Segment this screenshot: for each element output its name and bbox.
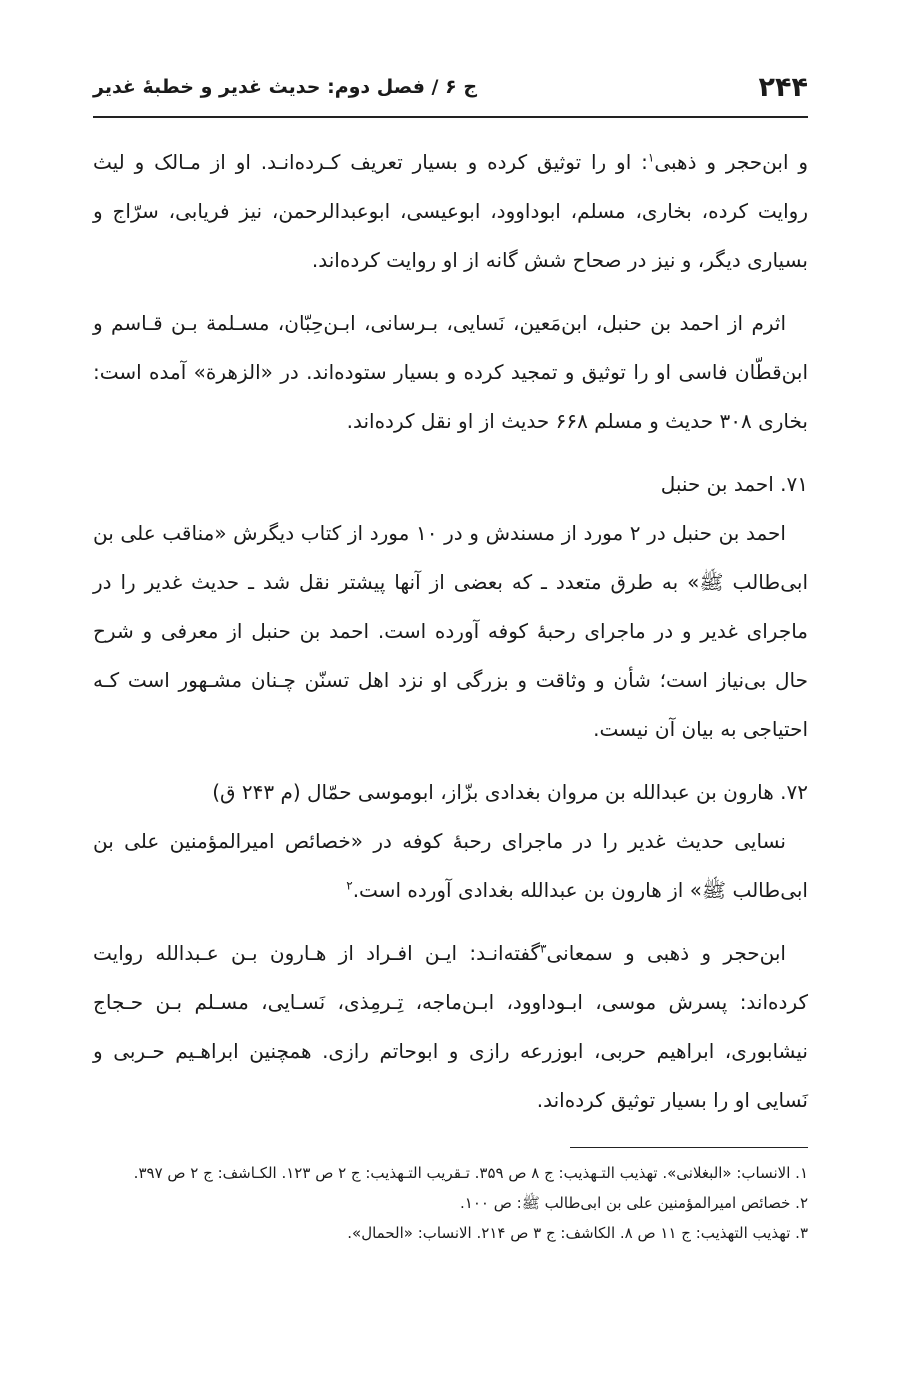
footnote-ref-2: ۲ bbox=[346, 878, 353, 893]
page-header bbox=[93, 66, 808, 114]
paragraph-3: احمد بن حنبل در ۲ مورد از مسندش و در ۱۰ مورد از کتاب دیگرش «مناقب علی بن ابی‌طالب ﷺ» به طرق متعدد ـ که بعضی از آنها پیشتر نقل شد ـ حدیث غدیر را در ماجرای غدیر و در ماجرای رحبهٔ کوفه آورده است. احمد بن حنبل از معرفی و شرح حال بی‌نیاز است؛ شأن و وثاقت و بزرگی او نزد اهل تسنّن چـنان مشـهور است کـه احتیاجی به بیان آن نیست. bbox=[93, 521, 808, 741]
section-heading-71: ۷۱. احمد بن حنبل bbox=[660, 472, 808, 496]
footnote-ref-1: ۱ bbox=[647, 150, 655, 165]
page-number: ۲۴۴ bbox=[758, 72, 808, 103]
paragraph-1: و ابن‌حجر و ذهبی$^۱$: او را توثیق کرده و بسیار تعریف کـرده‌انـد. او از مـالک و لیث روایت کرده، بخاری، مسلم، ابوداوود، ابوعیسی، ابوعبدالرحمن، نیز فریابی، سرّاج و بسیاری دیگر، و نیز در صحاح شش گانه از او روایت کرده‌اند. bbox=[93, 150, 809, 272]
footnote-2: ۲. خصائص امیرالمؤمنین علی بن ابی‌طالب ﷺ: ص ۱۰۰. bbox=[460, 1194, 808, 1212]
running-title: ج ۶ / فصل دوم: حديث غدير و خطبهٔ غدير bbox=[93, 76, 478, 98]
paragraph-4: نسایی حدیث غدیر را در ماجرای رحبهٔ کوفه در «خصائص امیرالمؤمنین علی بن ابی‌طالب ﷺ» از هارون بن عبدالله بغدادی آورده است.$^۲$ bbox=[93, 829, 808, 902]
footnote-1: ۱. الانساب: «البغلانی». تهذیب التـهذیب: ج ۸ ص ۳۵۹. تـقریب التـهذیب: ج ۲ ص ۱۲۳. الکـاشف: ج ۲ ص ۳۹۷. bbox=[133, 1164, 808, 1182]
footnote-divider bbox=[570, 1147, 808, 1148]
paragraph-2: اثرم از احمد بن حنبل، ابن‌مَعین، نَسایی، بـرسانی، ابـن‌حِبّان، مسـلمة بـن قـاسم و ابن‌قطّان فاسی او را توثیق و تمجید کرده و بسیار ستوده‌اند. در «الزهرة» آمده است: بخاری ۳۰۸ حدیث و مسلم ۶۶۸ حدیث از او نقل کرده‌اند. bbox=[93, 311, 808, 433]
footnote-ref-3: ۳ bbox=[540, 941, 547, 956]
header-divider bbox=[93, 116, 808, 118]
footnote-3: ۳. تهذیب التهذیب: ج ۱۱ ص ۸. الکاشف: ج ۳ ص ۲۱۴. الانساب: «الحمال». bbox=[347, 1224, 808, 1242]
footnotes bbox=[93, 1158, 808, 1248]
main-text bbox=[93, 138, 808, 1125]
section-heading-72: ۷۲. هارون بن عبدالله بن مروان بغدادی بزّاز، ابوموسی حمّال (م ۲۴۳ ق) bbox=[212, 780, 808, 804]
paragraph-5: ابن‌حجر و ذهبی و سمعانی$^۳$گفته‌انـد: ایـن افـراد از هـارون بـن عـبدالله روایت کرده‌اند: پسرش موسی، ابـوداوود، ابـن‌ماجه، تِـرمِذی، نَسـایی، مسـلم بـن حـجاج نیشابوری، ابراهیم حربی، ابوزرعه رازی و ابوحاتم رازی. همچنین ابراهـیم حـربی و نَسایی او را بسیار توثیق کرده‌اند. bbox=[93, 941, 808, 1112]
